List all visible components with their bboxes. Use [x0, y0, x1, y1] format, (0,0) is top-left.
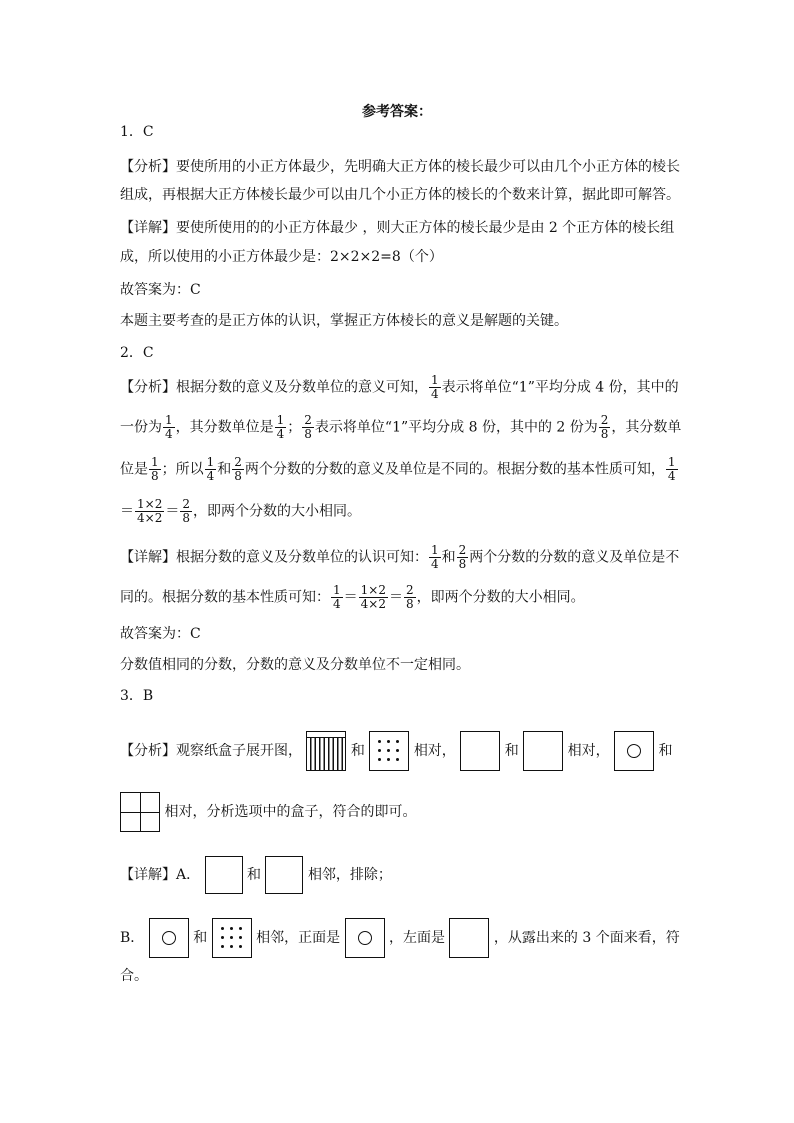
- dots-face-icon: [369, 731, 409, 771]
- blank-face-icon: [205, 856, 243, 894]
- fraction-one-quarter: $\frac{1}{4}$: [276, 413, 285, 441]
- fraction-one-eighth: $\frac{1}{8}$: [151, 455, 159, 483]
- fraction-one-quarter: $\frac{1}{4}$: [667, 455, 676, 483]
- q3-detail-a: 【详解】A． 和 相邻，排除；: [120, 856, 392, 894]
- q2-detail-line-1: 【详解】根据分数的意义及分数单位的认识可知： $\frac{1}{4}$ 和 $\frac{2}{8}$ 两个分数的分数的意义及单位是不: [120, 543, 680, 571]
- fraction-product: $\frac{1\times 2}{4\times 2}$: [137, 497, 163, 525]
- q3-detail-b-end: 合。: [120, 968, 148, 984]
- q2-analysis-line-2: 一份为 $\frac{1}{4}$ ，其分数单位是 $\frac{1}{4}$ ； $\frac{2}{8}$ 表示将单位“1”平均分成 8 份，其中的 2 份为 $\frac{2}{8}$ ，其分数单: [120, 413, 682, 441]
- page-title: 参考答案：: [362, 104, 432, 120]
- fraction-two-eighths: $\frac{2}{8}$: [458, 543, 467, 571]
- circle-face-icon: [149, 918, 189, 958]
- fraction-two-eighths: $\frac{2}{8}$: [234, 455, 242, 483]
- fraction-two-eighths: $\frac{2}{8}$: [182, 497, 190, 525]
- q1-detail-line-1: 【详解】要使所使用的的小正方体最少 ，则大正方体的棱长最少是由 2 个正方体的棱长组: [120, 220, 675, 236]
- blank-face-icon: [265, 856, 303, 894]
- dots-face-icon: [212, 918, 252, 958]
- q2-analysis-line-1: [120, 374, 679, 401]
- q3-number: 3．B: [120, 688, 154, 704]
- q1-analysis-line-1: 【分析】要使所用的小正方体最少，先明确大正方体的棱长最少可以由几个小正方体的棱长: [120, 159, 680, 175]
- striped-face-icon: [306, 731, 346, 771]
- fraction-one-quarter: $\frac{1}{4}$: [431, 543, 439, 571]
- circle-face-icon: [345, 918, 385, 958]
- q1-comment: 本题主要考查的是正方体的认识，掌握正方体棱长的意义是解题的关键。: [120, 313, 568, 329]
- q3-detail-b: B． 和 相邻，正面是 ，左面是 ，从露出来的 3 个面来看，符: [120, 918, 680, 958]
- q3-analysis-line-2: 相对，分析选项中的盒子，符合的即可。: [120, 792, 416, 832]
- circle-face-icon: [614, 731, 654, 771]
- blank-face-icon: [449, 918, 489, 958]
- fraction-two-eighths: $\frac{2}{8}$: [304, 413, 312, 441]
- q2-number: 2．C: [120, 345, 154, 361]
- q1-number: 1．C: [120, 124, 154, 140]
- grid-face-icon: [120, 792, 160, 832]
- fraction-one-quarter: $\frac{1}{4}$: [165, 413, 173, 441]
- q1-detail-line-2: 成，所以使用的小正方体最少是：2×2×2=8（个）: [120, 249, 443, 265]
- q2-comment: 分数值相同的分数，分数的意义及分数单位不一定相同。: [120, 657, 470, 673]
- fraction-one-quarter: $\frac{1}{4}$: [431, 373, 439, 401]
- q2-analysis-line-3: 位是 $\frac{1}{8}$ ；所以 $\frac{1}{4}$ 和 $\frac{2}{8}$ 两个分数的分数的意义及单位是不同的。根据分数的基本性质可知， $\frac{1}{4}$: [120, 455, 676, 483]
- blank-face-icon: [460, 731, 500, 771]
- q2-analysis-line-4: ＝ $\frac{1\times 2}{4\times 2}$ ＝ $\frac{2}{8}$ ，即两个分数的大小相同。: [120, 497, 361, 525]
- fraction-two-eighths: $\frac{2}{8}$: [600, 413, 609, 441]
- fraction-product: $\frac{1\times 2}{4\times 2}$: [360, 583, 386, 611]
- q1-analysis-line-2: 组成，再根据大正方体棱长最少可以由几个小正方体的棱长的个数来计算，据此即可解答。: [120, 187, 680, 203]
- q3-analysis-line-1: 【分析】观察纸盒子展开图， 和 相对， 和 相对， 和: [120, 731, 673, 771]
- fraction-two-eighths: $\frac{2}{8}$: [405, 583, 414, 611]
- text: 【分析】根据分数的意义及分数单位的意义可知，: [120, 379, 428, 396]
- q2-detail-line-2: 同的。根据分数的基本性质可知： $\frac{1}{4}$ ＝ $\frac{1\times 2}{4\times 2}$ ＝ $\frac{2}{8}$ ，即两个分数的大小相同。: [120, 583, 585, 611]
- q1-answer: 故答案为：C: [120, 282, 201, 298]
- fraction-one-quarter: $\frac{1}{4}$: [333, 583, 341, 611]
- blank-face-icon: [523, 731, 563, 771]
- q2-answer: 故答案为：C: [120, 626, 201, 642]
- text: 表示将单位“1”平均分成 4 份，其中的: [441, 379, 679, 396]
- fraction-one-quarter: $\frac{1}{4}$: [206, 455, 215, 483]
